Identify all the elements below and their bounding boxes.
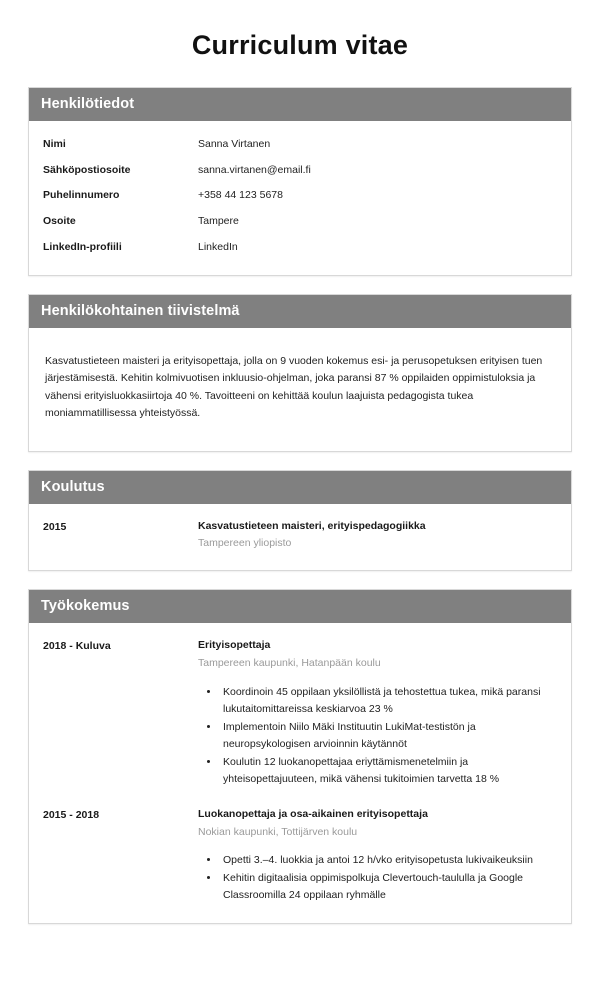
entry-title: Erityisopettaja — [198, 639, 271, 652]
entry-organization: Nokian kaupunki, Tottijärven koulu — [198, 825, 358, 838]
info-label: Sähköpostiosoite — [43, 163, 131, 176]
section-education — [28, 470, 572, 572]
info-label: Nimi — [43, 138, 66, 150]
work-experience-body — [29, 623, 571, 923]
entry-main — [198, 638, 557, 789]
entry-title: Luokanopettaja ja osa-aikainen erityisopettaja — [198, 807, 428, 820]
entry-period: 2018 - Kuluva — [43, 640, 111, 653]
info-value: Tampere — [198, 215, 239, 228]
entry-point: • Implementoin Niilo Mäki Instituutin LukiMat-testistön ja neuropsykologisen arvioinnin käytännöt — [220, 719, 557, 753]
section-heading-work-experience: Työkokemus — [29, 590, 571, 623]
section-personal-details — [28, 87, 572, 276]
section-heading-education: Koulutus — [29, 471, 571, 504]
linkedin-profile-link[interactable]: LinkedIn — [198, 240, 238, 253]
experience-entry — [43, 635, 557, 793]
entry-point: • Opetti 3.–4. luokkia ja antoi 12 h/vko erityisopetusta lukivaikeuksiin — [220, 852, 557, 869]
summary-text: Kasvatustieteen maisteri ja erityisopettaja, jolla on 9 vuoden kokemus esi- ja perusopetuksen erityisen tuen järjestämisestä. Kehitin kolmivuotisen inkluusio-ohjelman, joka paransi 87 % oppilaiden oppimistuloksia ja vähensi erityisluokkasiirtoja 40 %. Tavoitteeni on kehittää koulun laajuista pedagogista tukea moniammatillisessa yhteistyössä. — [45, 354, 543, 419]
section-heading-personal-summary: Henkilökohtainen tiivistelmä — [29, 295, 571, 328]
info-label: LinkedIn-profiili — [43, 240, 122, 253]
personal-summary-body — [29, 328, 571, 450]
entry-period: 2015 — [43, 520, 67, 533]
entry-points — [198, 684, 557, 788]
entry-organization: Tampereen kaupunki, Hatanpään koulu — [198, 656, 381, 669]
info-row — [43, 133, 557, 159]
info-row — [43, 210, 557, 236]
info-value: +358 44 123 5678 — [198, 189, 283, 202]
info-label: Osoite — [43, 215, 76, 228]
education-entry — [43, 516, 557, 557]
info-value: Sanna Virtanen — [198, 138, 271, 150]
entry-main — [198, 519, 557, 553]
info-row — [43, 236, 557, 262]
entry-organization: Tampereen yliopisto — [198, 537, 292, 550]
entry-point: • Koordinoin 45 oppilaan yksilöllistä ja tehostettua tukea, mikä paransi lukutaitomittareissa keskiarvoa 23 % — [220, 684, 557, 718]
info-label: Puhelinnumero — [43, 189, 120, 202]
section-work-experience — [28, 589, 572, 924]
education-body — [29, 504, 571, 571]
info-row — [43, 184, 557, 210]
section-personal-summary — [28, 294, 572, 451]
page-title: Curriculum vitae — [191, 30, 409, 60]
entry-points — [198, 852, 557, 904]
section-heading-personal-details: Henkilötiedot — [29, 88, 571, 121]
entry-period: 2015 - 2018 — [43, 808, 100, 821]
entry-main — [198, 807, 557, 906]
info-row — [43, 159, 557, 185]
info-value: sanna.virtanen@email.fi — [198, 163, 311, 176]
personal-details-body — [29, 121, 571, 275]
entry-point: • Koulutin 12 luokanopettajaa eriyttämismenetelmiin ja yhteisopettajuuteen, mikä vähensi tukitoimien tarvetta 18 % — [220, 754, 557, 788]
experience-entry — [43, 793, 557, 910]
entry-point: • Kehitin digitaalisia oppimispolkuja Clevertouch-taululla ja Google Classroomilla 24 oppilaan ryhmälle — [220, 870, 557, 904]
entry-title: Kasvatustieteen maisteri, erityispedagogiikka — [198, 519, 426, 532]
